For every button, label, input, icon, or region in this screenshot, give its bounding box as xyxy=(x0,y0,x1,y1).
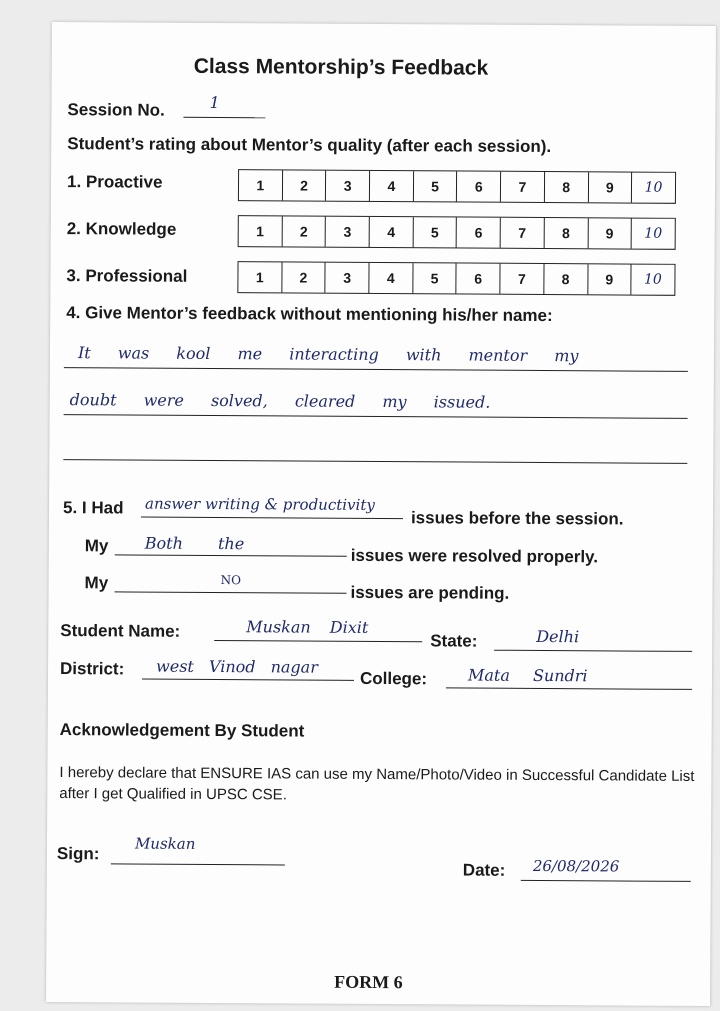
q5-label-pending-prefix: My xyxy=(84,573,109,593)
rating-option[interactable]: 7 xyxy=(500,172,544,202)
rating-option[interactable]: 5 xyxy=(412,263,456,293)
signature: Muskan xyxy=(134,834,196,853)
rating-option[interactable]: 3 xyxy=(325,171,369,201)
rating-heading: Student’s rating about Mentor’s quality (after each session). xyxy=(67,134,552,157)
student-name-value: Muskan Dixit xyxy=(246,617,369,637)
rating-option[interactable]: 4 xyxy=(368,263,412,293)
sign-label: Sign: xyxy=(56,844,100,864)
state-value: Delhi xyxy=(536,626,580,647)
rating-option[interactable]: 9 xyxy=(587,218,631,248)
date-underline xyxy=(521,880,691,882)
rating-option[interactable]: 2 xyxy=(281,262,325,292)
rating-row-knowledge xyxy=(238,215,676,250)
feedback-form-sheet xyxy=(46,22,716,1006)
q5-label-had-suffix: issues before the session. xyxy=(410,508,624,529)
rating-option[interactable]: 8 xyxy=(543,264,587,294)
rating-option[interactable]: 1 xyxy=(255,269,264,286)
date-value: 26/08/2026 xyxy=(532,856,620,876)
q4-answer-line-2: doubt were solved, cleared my issued. xyxy=(69,390,491,412)
q5-label-pending-suffix: issues are pending. xyxy=(350,582,510,603)
q4-label: 4. Give Mentor’s feedback without mentioning his/her name: xyxy=(66,303,553,326)
rating-option[interactable]: 7 xyxy=(499,264,543,294)
rating-label-professional: 3. Professional xyxy=(66,266,188,286)
rating-option[interactable]: 4 xyxy=(369,217,413,247)
rating-option[interactable]: 2 xyxy=(281,216,325,246)
sign-underline xyxy=(111,863,285,865)
college-value: Mata Sundri xyxy=(467,665,588,686)
q4-line-1 xyxy=(64,367,688,372)
rating-option[interactable]: 8 xyxy=(544,172,588,202)
district-underline xyxy=(142,679,354,681)
rating-option[interactable]: 3 xyxy=(325,217,369,247)
rating-row-professional xyxy=(237,261,675,296)
rating-option[interactable]: 5 xyxy=(413,171,457,201)
rating-option[interactable]: 6 xyxy=(456,171,500,201)
rating-option[interactable]: 9 xyxy=(587,264,631,294)
rating-option[interactable]: 8 xyxy=(543,218,587,248)
session-label: Session No. xyxy=(67,100,165,120)
q4-line-3 xyxy=(63,459,687,464)
college-underline xyxy=(446,687,692,690)
state-underline xyxy=(494,650,692,652)
q5-resolved-value: Both the xyxy=(144,533,245,554)
q5-label-had: 5. I Had xyxy=(62,498,124,518)
ack-text: I hereby declare that ENSURE IAS can use my Name/Photo/Video in Successful Candidate List after I get Qualified in UPSC CSE. xyxy=(59,764,695,804)
rating-option[interactable]: 4 xyxy=(369,171,413,201)
q4-line-2 xyxy=(64,414,688,419)
q5-had-underline xyxy=(141,517,403,520)
rating-label-knowledge: 2. Knowledge xyxy=(66,219,177,239)
session-value: 1 xyxy=(209,92,220,113)
rating-option-selected[interactable]: 10 xyxy=(631,265,675,295)
ack-heading: Acknowledgement By Student xyxy=(59,720,305,741)
form-title: Class Mentorship’s Feedback xyxy=(193,54,489,80)
student-name-underline xyxy=(214,640,422,642)
district-value: west Vinod nagar xyxy=(156,656,318,677)
rating-option[interactable]: 3 xyxy=(325,263,369,293)
student-name-label: Student Name: xyxy=(60,621,181,641)
rating-option[interactable]: 5 xyxy=(412,217,456,247)
form-number: FORM 6 xyxy=(334,971,403,993)
rating-option[interactable]: 9 xyxy=(587,172,631,202)
rating-option-selected[interactable]: 10 xyxy=(631,173,675,203)
q5-pending-value: NO xyxy=(220,573,241,588)
state-label: State: xyxy=(430,631,478,651)
college-label: College: xyxy=(359,668,428,689)
rating-option[interactable]: 6 xyxy=(456,217,500,247)
rating-option[interactable]: 1 xyxy=(256,177,265,194)
rating-option[interactable]: 6 xyxy=(456,263,500,293)
district-label: District: xyxy=(59,659,125,679)
rating-option[interactable]: 7 xyxy=(500,218,544,248)
date-label: Date: xyxy=(462,860,506,880)
q4-answer-line-1: It was kool me interacting with mentor my xyxy=(77,343,579,366)
q5-label-resolved-suffix: issues were resolved properly. xyxy=(350,545,599,567)
q5-label-resolved-prefix: My xyxy=(84,536,109,556)
q5-resolved-underline xyxy=(115,554,347,556)
rating-option[interactable]: 1 xyxy=(256,223,265,240)
rating-option[interactable]: 2 xyxy=(282,170,326,200)
q5-had-value: answer writing & productivity xyxy=(145,494,375,514)
rating-label-proactive: 1. Proactive xyxy=(66,172,163,192)
session-underline xyxy=(183,117,265,119)
rating-row-proactive xyxy=(238,169,676,204)
rating-option-selected[interactable]: 10 xyxy=(631,219,675,249)
q5-pending-underline xyxy=(115,591,347,593)
